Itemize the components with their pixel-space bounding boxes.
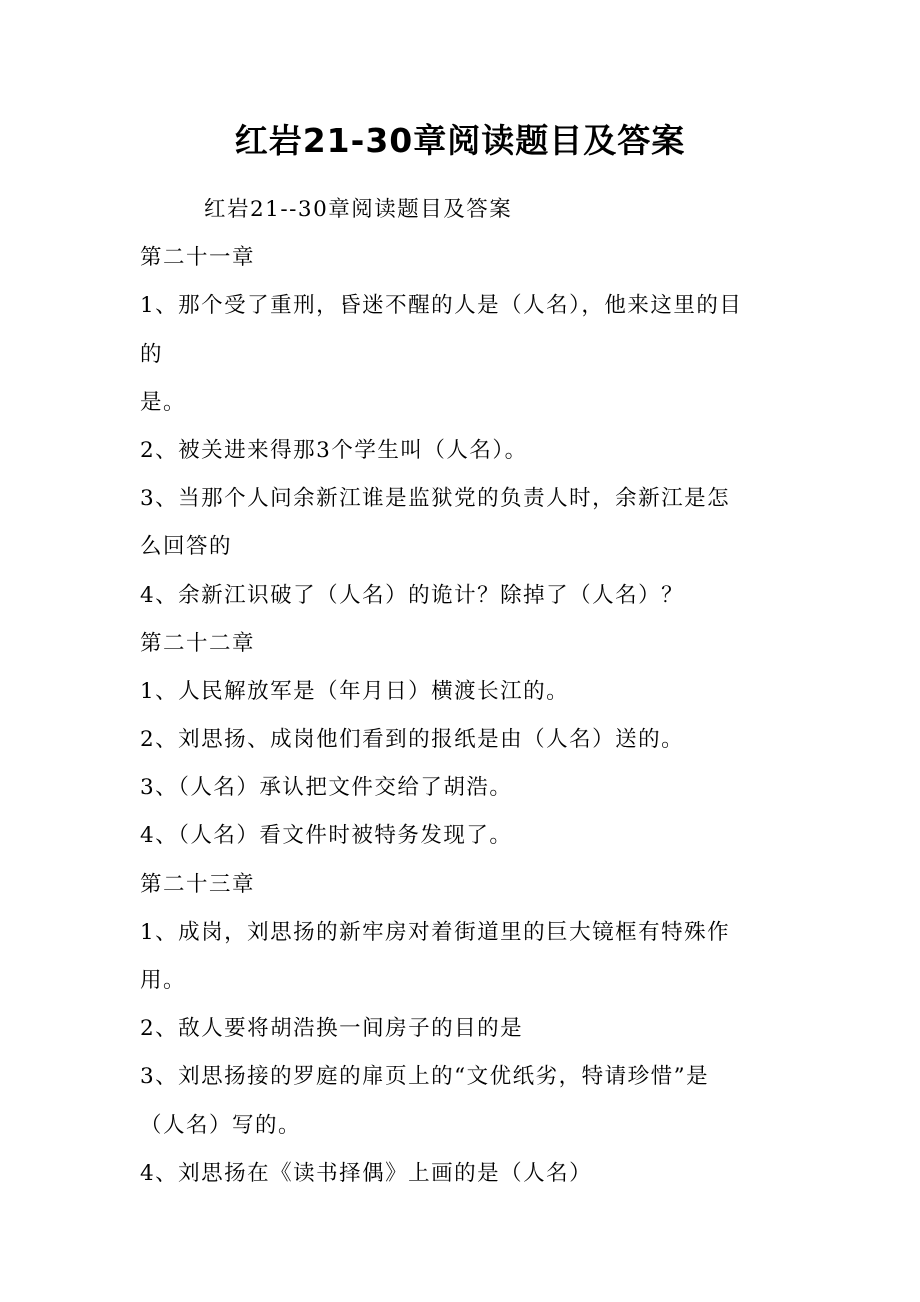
question-line: 么回答的	[140, 534, 233, 560]
question-line: 3、当那个人问余新江谁是监狱党的负责人时，余新江是怎	[140, 486, 731, 512]
question-line: 2、敌人要将胡浩换一间房子的目的是	[140, 1016, 524, 1042]
question-line: 1、人民解放军是（年月日）横渡长江的。	[140, 678, 570, 704]
document-title: 红岩21-30章阅读题目及答案	[234, 121, 686, 160]
question-line: 的	[140, 341, 164, 367]
chapter-heading-23: 第二十三章	[140, 871, 256, 897]
question-line: 1、成岗，刘思扬的新牢房对着街道里的巨大镜框有特殊作	[140, 919, 731, 945]
chapter-heading-22: 第二十二章	[140, 630, 256, 656]
question-line: 2、被关进来得那3个学生叫（人名）。	[140, 437, 528, 463]
question-line: 4、刘思扬在《读书择偶》上画的是（人名）	[140, 1160, 593, 1186]
question-line: 用。	[140, 968, 187, 993]
question-line: 3、刘思扬接的罗庭的扉页上的“文优纸劣，特请珍惜”是	[140, 1064, 710, 1090]
document-subtitle: 红岩21--30章阅读题目及答案	[204, 197, 513, 222]
question-line: 是。	[140, 389, 187, 415]
question-line: 4、余新江识破了（人名）的诡计？除掉了（人名）？	[140, 582, 685, 608]
question-line: 1、那个受了重刑，昏迷不醒的人是（人名），他来这里的目	[140, 293, 743, 319]
question-line: （人名）写的。	[140, 1112, 302, 1138]
question-line: 2、刘思扬、成岗他们看到的报纸是由（人名）送的。	[140, 727, 685, 753]
document-body	[140, 186, 790, 1198]
chapter-heading-21: 第二十一章	[140, 245, 256, 271]
question-line: 4、（人名）看文件时被特务发现了。	[140, 823, 513, 849]
question-line: 3、（人名）承认把文件交给了胡浩。	[140, 775, 513, 801]
